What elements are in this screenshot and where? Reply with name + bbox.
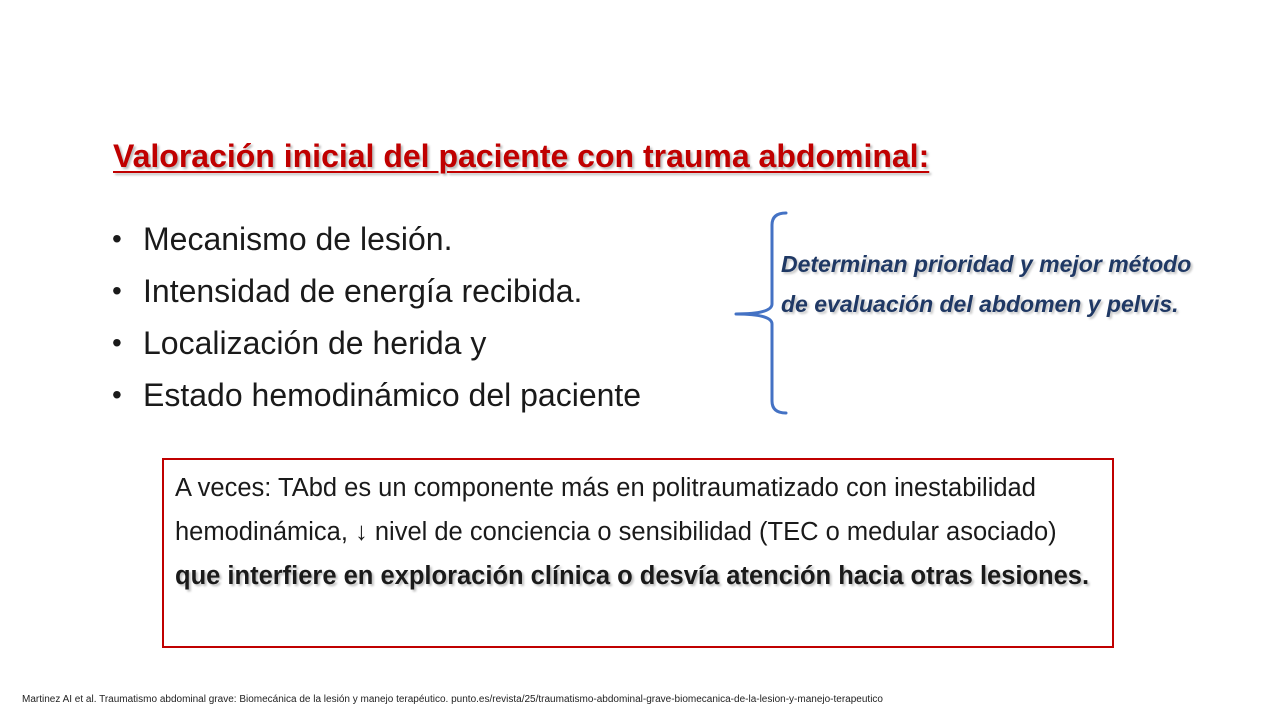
bullet-item: [112, 317, 641, 369]
citation: Martinez AI et al. Traumatismo abdominal grave: Biomecánica de la lesión y manejo terapéutico. punto.es/revista/25/traumatismo-abdominal-grave-biomecanica-de-la-lesion-y-manejo-terapeutico: [22, 694, 883, 705]
bullet-text: Mecanismo de lesión.: [143, 221, 453, 257]
note-box-emphasis: que interfiere en exploración clínica o desvía atención hacia otras lesiones.: [175, 562, 1090, 590]
slide-title: Valoración inicial del paciente con trauma abdominal:: [113, 138, 930, 174]
note-box-text: A veces: TAbd es un componente más en politraumatizado con inestabilidad hemodinámica, ↓ nivel de conciencia o sensibilidad (TEC o medular asociado): [175, 474, 1057, 546]
bullet-item: [112, 213, 641, 265]
note-box-paragraph: [175, 466, 1102, 598]
bullet-dot-icon: •: [112, 275, 122, 306]
bullet-dot-icon: •: [112, 327, 122, 358]
bullet-text: Localización de herida y: [143, 325, 487, 361]
bullet-list: [112, 213, 641, 421]
bracket-note: Determinan prioridad y mejor método de evaluación del abdomen y pelvis.: [781, 251, 1192, 317]
bullet-item: [112, 369, 641, 421]
bullet-text: Estado hemodinámico del paciente: [143, 377, 642, 413]
note-box: [162, 458, 1114, 648]
bullet-dot-icon: •: [112, 223, 122, 254]
bullet-dot-icon: •: [112, 379, 122, 410]
bullet-text: Intensidad de energía recibida.: [143, 273, 583, 309]
bullet-item: [112, 265, 641, 317]
